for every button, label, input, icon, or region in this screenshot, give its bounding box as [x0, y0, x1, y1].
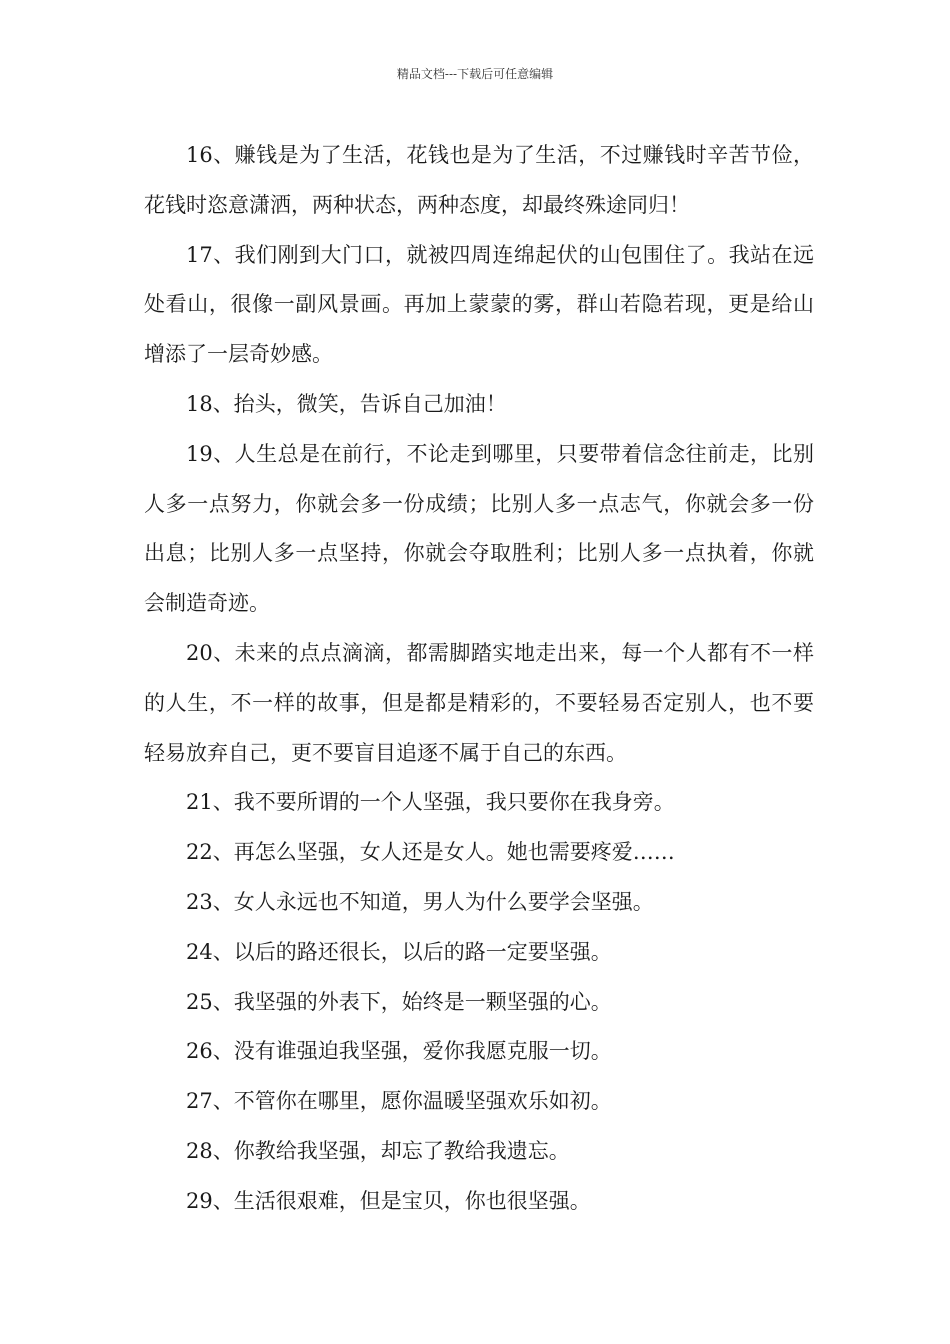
document-body	[144, 131, 814, 1227]
paragraph-25: 25、我坚强的外表下，始终是一颗坚强的心。	[186, 989, 612, 1014]
paragraph-20: 20、未来的点点滴滴，都需脚踏实地走出来，每一个人都有不一样的人生，不一样的故事，但是都是精彩的，不要轻易否定别人，也不要轻易放弃自己，更不要盲目追逐不属于自己的东西。	[144, 640, 814, 765]
paragraph-16: 16、赚钱是为了生活，花钱也是为了生活，不过赚钱时辛苦节俭，花钱时恣意潇洒，两种状态，两种态度，却最终殊途同归！	[144, 143, 814, 217]
paragraph-23: 23、女人永远也不知道，男人为什么要学会坚强。	[186, 889, 654, 914]
paragraph-27: 27、不管你在哪里，愿你温暖坚强欢乐如初。	[186, 1089, 612, 1114]
paragraph-28: 28、你教给我坚强，却忘了教给我遗忘。	[186, 1138, 570, 1163]
paragraph-21: 21、我不要所谓的一个人坚强，我只要你在我身旁。	[186, 790, 675, 815]
paragraph-17: 17、我们刚到大门口，就被四周连绵起伏的山包围住了。我站在远处看山，很像一副风景画。再加上蒙蒙的雾，群山若隐若现，更是给山增添了一层奇妙感。	[144, 242, 814, 367]
paragraph-24: 24、以后的路还很长，以后的路一定要坚强。	[186, 939, 612, 964]
paragraph-19: 19、人生总是在前行，不论走到哪里，只要带着信念往前走，比别人多一点努力，你就会多一份成绩；比别人多一点志气，你就会多一份出息；比别人多一点坚持，你就会夺取胜利；比别人多一点执着，你就会制造奇迹。	[144, 441, 814, 616]
paragraph-26: 26、没有谁强迫我坚强，爱你我愿克服一切。	[186, 1039, 612, 1064]
paragraph-22: 22、再怎么坚强，女人还是女人。她也需要疼爱……	[186, 840, 675, 865]
paragraph-29: 29、生活很艰难，但是宝贝，你也很坚强。	[186, 1188, 591, 1213]
page-header: 精品文档---下载后可任意编辑	[396, 67, 554, 81]
paragraph-18: 18、抬头，微笑，告诉自己加油！	[186, 391, 507, 416]
